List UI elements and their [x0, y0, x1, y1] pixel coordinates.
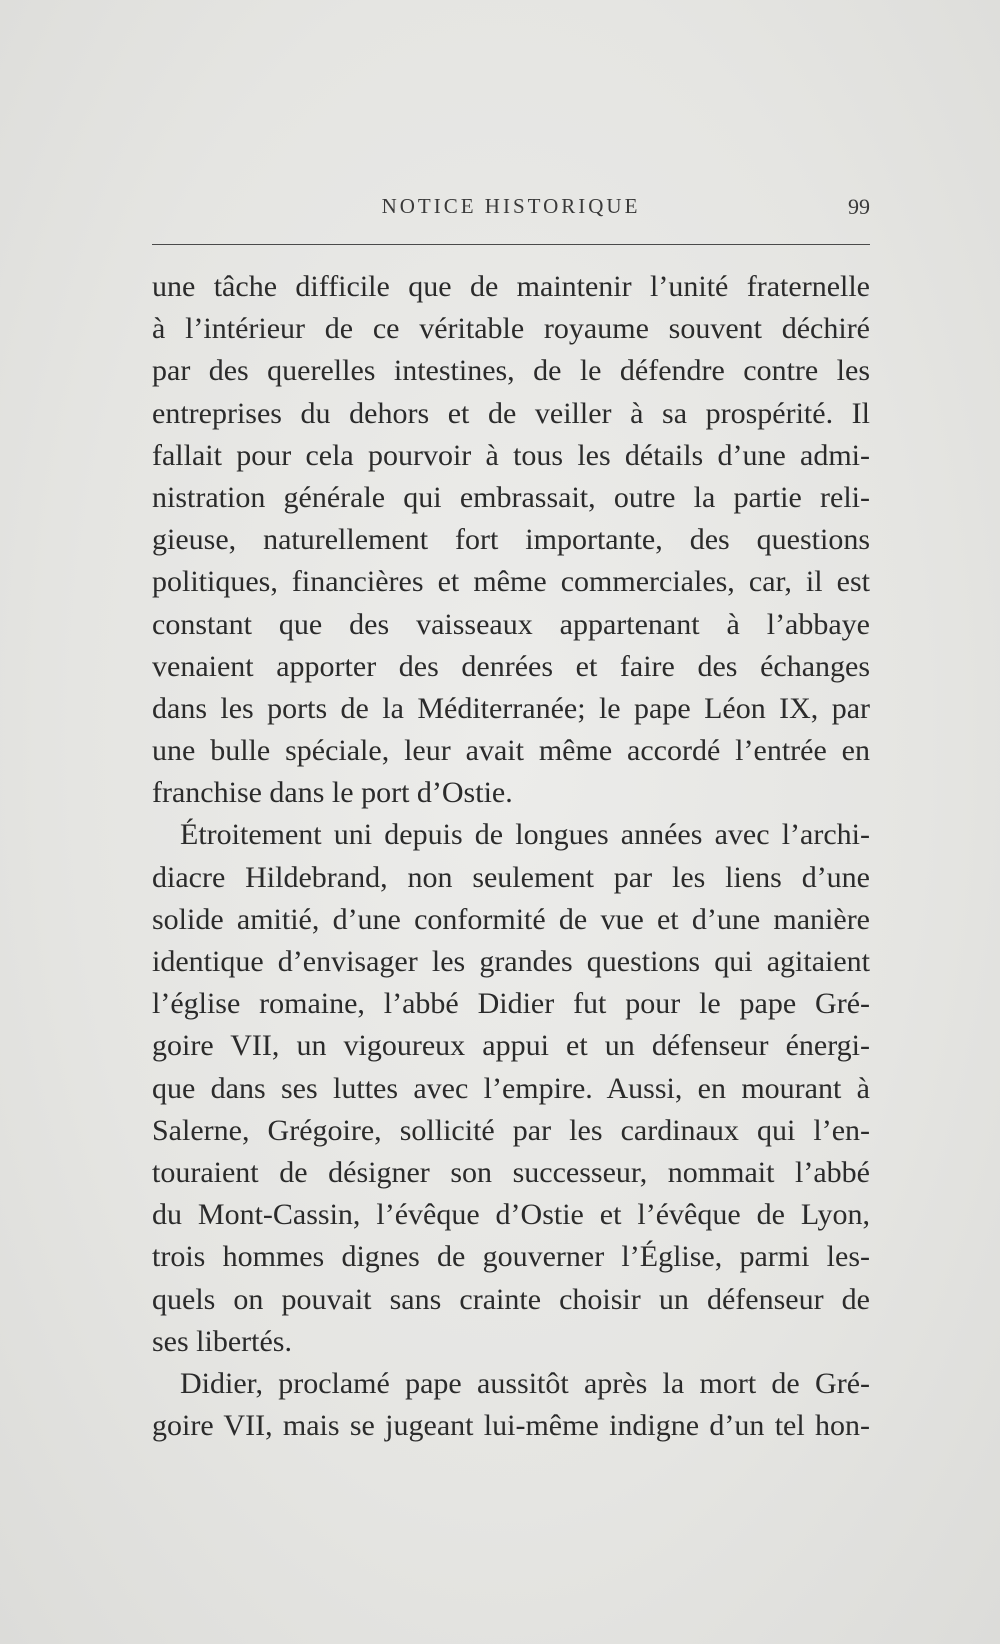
text-line: une tâche difficile que de maintenir l’unité fraternelle — [152, 270, 870, 303]
text-line-paragraph-end: franchise dans le port d’Ostie. — [152, 776, 513, 810]
text-line: Salerne, Grégoire, sollicité par les cardinaux qui l’en- — [152, 1113, 870, 1147]
text-line: quels on pouvait sans crainte choisir un défenseur de — [152, 1282, 870, 1316]
text-line: constant que des vaisseaux appartenant à l’abbaye — [152, 607, 870, 641]
text-line-paragraph-end: ses libertés. — [152, 1324, 292, 1358]
text-line-paragraph-start: Étroitement uni depuis de longues années avec l’archi- — [180, 818, 870, 852]
text-line: entreprises du dehors et de veiller à sa prospérité. Il — [152, 396, 870, 430]
text-line: gieuse, naturellement fort importante, des questions — [152, 523, 870, 557]
text-line: diacre Hildebrand, non seulement par les liens d’une — [152, 860, 870, 894]
text-line: venaient apporter des denrées et faire des échanges — [152, 649, 870, 683]
text-line: identique d’envisager les grandes questions qui agitaient — [152, 945, 870, 978]
text-line: solide amitié, d’une conformité de vue et d’une manière — [152, 902, 870, 936]
text-line: touraient de désigner son successeur, nommait l’abbé — [152, 1155, 870, 1189]
text-line: l’église romaine, l’abbé Didier fut pour le pape Gré- — [152, 987, 870, 1021]
text-line-paragraph-start: Didier, proclamé pape aussitôt après la mort de Gré- — [180, 1366, 870, 1400]
text-line: politiques, financières et même commerciales, car, il est — [152, 565, 870, 599]
text-line: trois hommes dignes de gouverner l’Église, parmi les- — [152, 1240, 870, 1274]
text-line: du Mont-Cassin, l’évêque d’Ostie et l’évêque de Lyon, — [152, 1198, 870, 1232]
text-line: fallait pour cela pourvoir à tous les détails d’une admi- — [152, 438, 870, 472]
text-line: une bulle spéciale, leur avait même accordé l’entrée en — [152, 734, 870, 768]
running-title: NOTICE HISTORIQUE — [381, 194, 641, 218]
page-number: 99 — [848, 194, 870, 219]
text-line: par des querelles intestines, de le défendre contre les — [152, 354, 870, 388]
text-line: goire VII, mais se jugeant lui-même indigne d’un tel hon- — [152, 1409, 870, 1443]
header-rule — [152, 244, 870, 245]
body-text — [152, 266, 870, 1447]
text-line: nistration générale qui embrassait, outre la partie reli- — [152, 480, 870, 514]
text-line: que dans ses luttes avec l’empire. Aussi, en mourant à — [152, 1071, 870, 1105]
text-line: goire VII, un vigoureux appui et un défenseur énergi- — [152, 1029, 870, 1063]
page-header — [152, 194, 870, 222]
text-line: à l’intérieur de ce véritable royaume souvent déchiré — [152, 312, 870, 346]
text-line: dans les ports de la Méditerranée; le pape Léon IX, par — [152, 691, 870, 725]
